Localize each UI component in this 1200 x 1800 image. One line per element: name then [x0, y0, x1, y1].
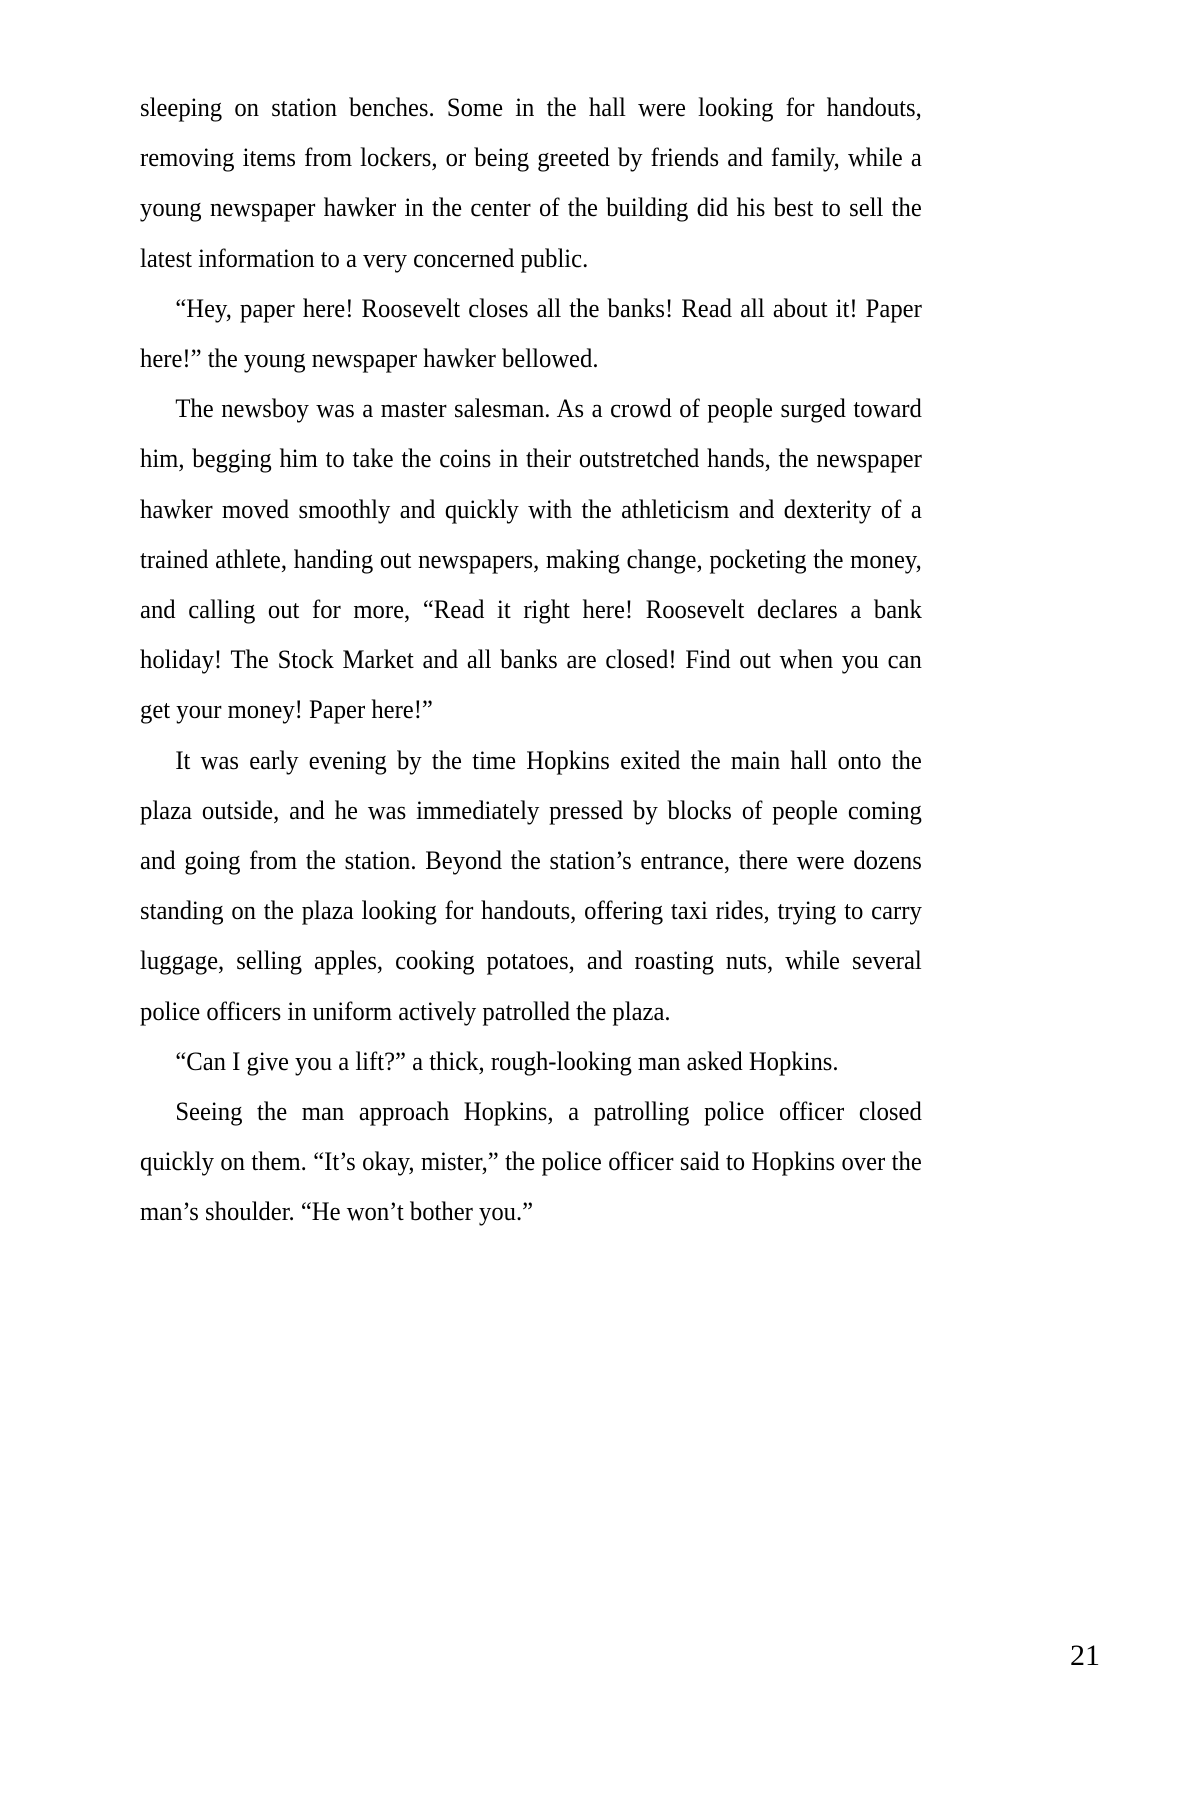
- paragraph: Seeing the man approach Hopkins, a patrolling police officer closed quickly on them. “It’s okay, mister,” the police officer said to Hopkins over the man’s shoulder. “He won’t bother you.”: [140, 1096, 922, 1227]
- page-number: 21: [1070, 1639, 1100, 1672]
- page-body-text: [140, 82, 922, 1237]
- paragraph: It was early evening by the time Hopkins exited the main hall onto the plaza outside, and he was immediately pressed by blocks of people coming and going from the station. Beyond the station’s entrance, there were dozens standing on the plaza looking for handouts, offering taxi rides, trying to carry luggage, selling apples, cooking potatoes, and roasting nuts, while several police officers in uniform actively patrolled the plaza.: [140, 744, 922, 1026]
- paragraph: sleeping on station benches. Some in the hall were looking for handouts, removing items from lockers, or being greeted by friends and family, while a young newspaper hawker in the center of the building did his best to sell the latest information to a very concerned public.: [140, 92, 922, 273]
- paragraph: “Can I give you a lift?” a thick, rough-looking man asked Hopkins.: [175, 1045, 839, 1076]
- paragraph: “Hey, paper here! Roosevelt closes all the banks! Read all about it! Paper here!” the young newspaper hawker bellowed.: [140, 292, 922, 374]
- paragraph: The newsboy was a master salesman. As a crowd of people surged toward him, begging him to take the coins in their outstretched hands, the newspaper hawker moved smoothly and quickly with the athleticism and dexterity of a trained athlete, handing out newspapers, making change, pocketing the money, and calling out for more, “Read it right here! Roosevelt declares a bank holiday! The Stock Market and all banks are closed! Find out when you can get your money! Paper here!”: [140, 393, 922, 725]
